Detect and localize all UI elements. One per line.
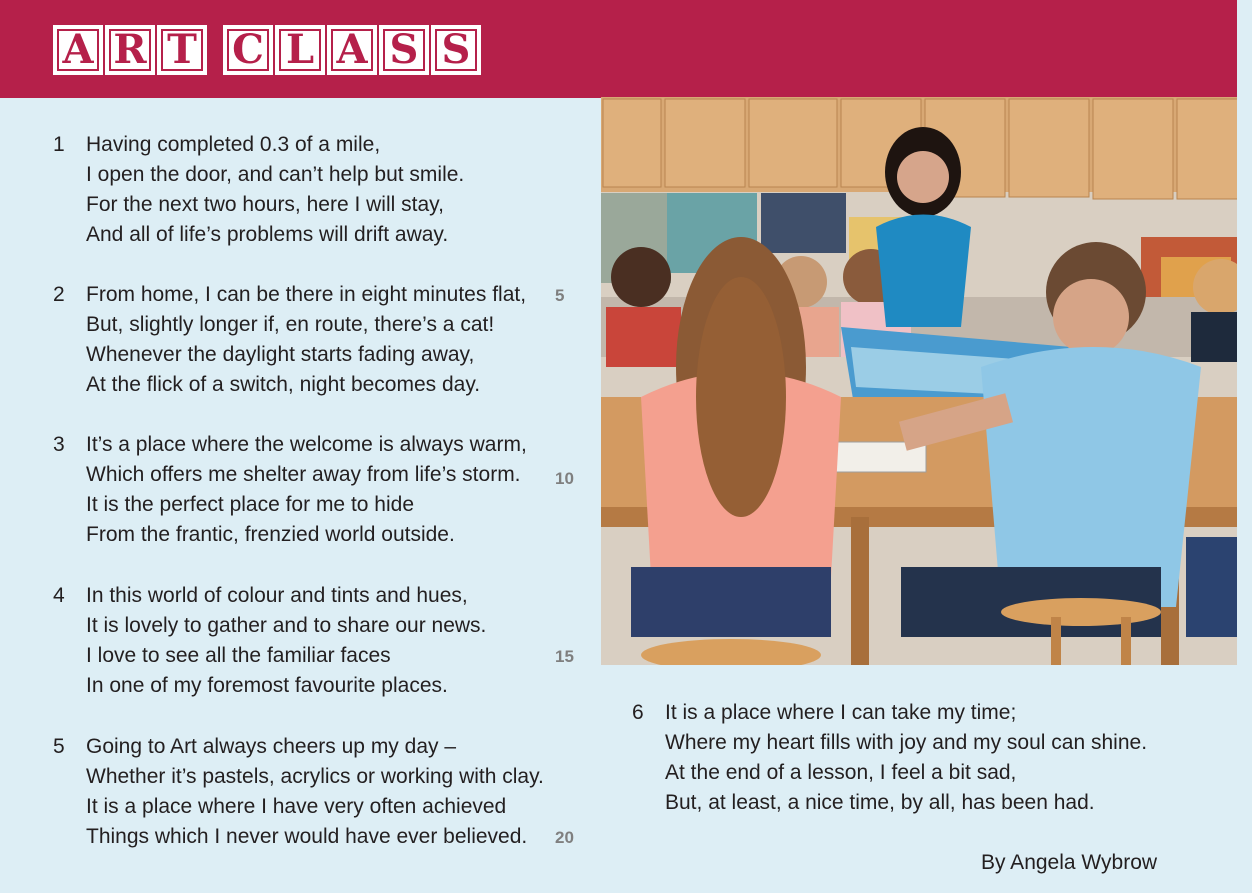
- poem-line: In this world of colour and tints and hues,: [86, 584, 468, 607]
- header-banner: [0, 0, 1252, 98]
- stanza-number: 6: [632, 701, 644, 724]
- poem-line: It is a place where I have very often achieved: [86, 795, 507, 818]
- letter-tile: S: [379, 25, 429, 75]
- line-number: 10: [555, 469, 574, 488]
- line-number: 15: [555, 647, 574, 666]
- poem-line: But, at least, a nice time, by all, has been had.: [665, 791, 1095, 814]
- page-title: [53, 25, 481, 79]
- poem-line: At the end of a lesson, I feel a bit sad,: [665, 761, 1017, 784]
- stanza-number: 2: [53, 283, 65, 306]
- poem-line: At the flick of a switch, night becomes day.: [86, 373, 481, 396]
- poem-line: I open the door, and can’t help but smile.: [86, 163, 465, 186]
- poem-line: Having completed 0.3 of a mile,: [86, 133, 381, 156]
- poem-line: Where my heart fills with joy and my soul can shine.: [665, 731, 1148, 754]
- letter-tile: T: [157, 25, 207, 75]
- letter-tile: R: [105, 25, 155, 75]
- poem-line: Whether it’s pastels, acrylics or working with clay.: [86, 765, 544, 788]
- letter-tile: C: [223, 25, 273, 75]
- poem-line: It’s a place where the welcome is always warm,: [86, 433, 527, 456]
- poem-line: From the frantic, frenzied world outside.: [86, 523, 455, 546]
- poem-line: Going to Art always cheers up my day –: [86, 735, 457, 758]
- letter-tile: A: [327, 25, 377, 75]
- poem-line: And all of life’s problems will drift away.: [86, 223, 449, 246]
- poem-line: For the next two hours, here I will stay,: [86, 193, 444, 216]
- poem-line: It is the perfect place for me to hide: [86, 493, 415, 516]
- letter-tile: L: [275, 25, 325, 75]
- poem-line: It is lovely to gather and to share our news.: [86, 614, 487, 637]
- title-word-art: [53, 25, 207, 79]
- poem-line: I love to see all the familiar faces: [86, 644, 391, 667]
- line-number: 20: [555, 828, 574, 847]
- poem-line: It is a place where I can take my time;: [665, 701, 1017, 724]
- stanza-number: 3: [53, 433, 65, 456]
- poem-line: Which offers me shelter away from life’s storm.: [86, 463, 521, 486]
- line-number: 5: [555, 286, 565, 305]
- page-margin: [1237, 0, 1252, 893]
- letter-tile: A: [53, 25, 103, 75]
- art-class-photo: [601, 97, 1250, 665]
- stanza-number: 1: [53, 133, 65, 156]
- stanza-number: 4: [53, 584, 65, 607]
- poem-line: Things which I never would have ever believed.: [86, 825, 528, 848]
- poem-line: Whenever the daylight starts fading away,: [86, 343, 475, 366]
- stanza-number: 5: [53, 735, 65, 758]
- poem-line: But, slightly longer if, en route, there’s a cat!: [86, 313, 495, 336]
- poem-line: In one of my foremost favourite places.: [86, 674, 448, 697]
- title-word-class: [223, 25, 481, 79]
- author-byline: By Angela Wybrow: [981, 851, 1158, 874]
- letter-tile: S: [431, 25, 481, 75]
- poem-line: From home, I can be there in eight minutes flat,: [86, 283, 527, 306]
